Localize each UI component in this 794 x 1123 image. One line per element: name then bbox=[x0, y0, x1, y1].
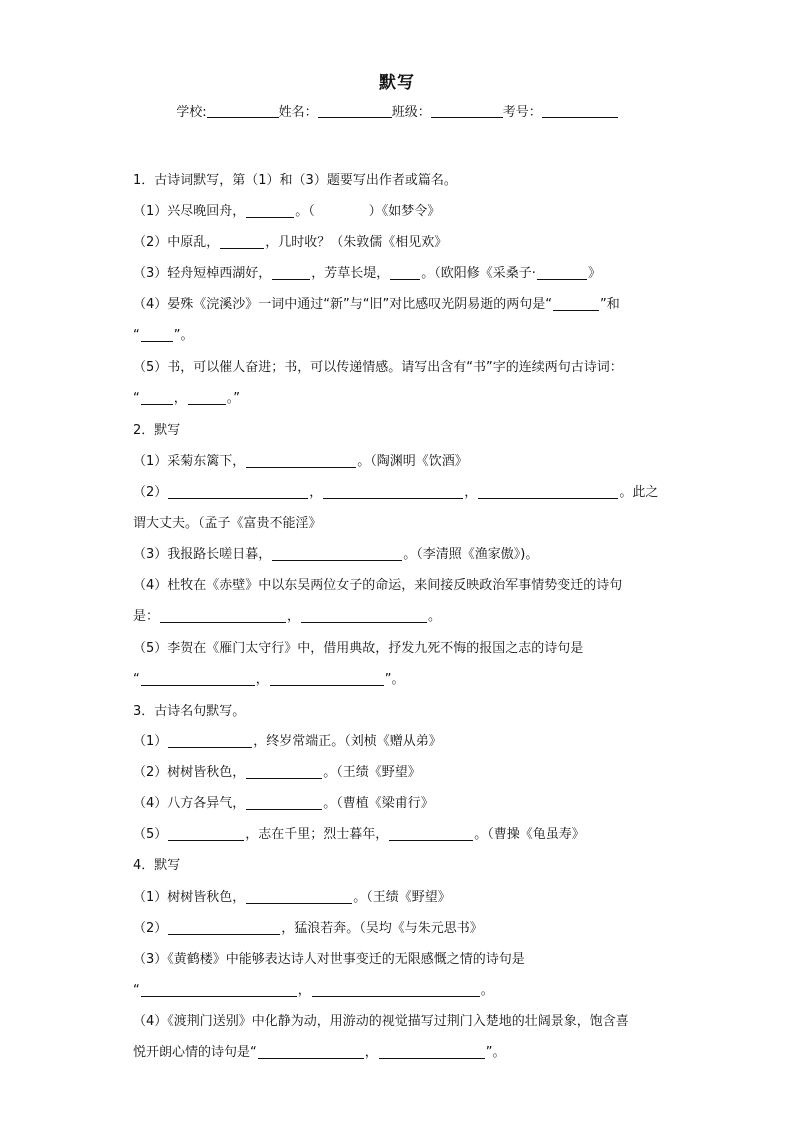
question-line-q3-2 bbox=[133, 764, 421, 782]
answer-blank[interactable] bbox=[323, 485, 463, 499]
answer-blank[interactable] bbox=[272, 547, 402, 561]
answer-blank[interactable] bbox=[390, 266, 420, 280]
answer-blank[interactable] bbox=[389, 827, 473, 841]
answer-blank[interactable] bbox=[168, 921, 280, 935]
question-text: （1）树树皆秋色， bbox=[133, 890, 246, 905]
question-text: ”。 bbox=[485, 1045, 506, 1060]
answer-blank[interactable] bbox=[246, 890, 352, 904]
question-line-q2-4a bbox=[133, 577, 622, 595]
question-text: ， bbox=[464, 485, 478, 500]
answer-blank[interactable] bbox=[301, 609, 427, 623]
question-text: （2） bbox=[133, 921, 168, 936]
question-line-q1-4a bbox=[133, 296, 620, 314]
answer-blank[interactable] bbox=[141, 391, 173, 405]
question-line-q4-4b bbox=[133, 1044, 506, 1062]
name-blank[interactable] bbox=[318, 105, 392, 118]
answer-blank[interactable] bbox=[258, 1045, 364, 1059]
page-title: 默写 bbox=[379, 73, 415, 93]
answer-blank[interactable] bbox=[246, 454, 356, 468]
question-text: （1）采菊东篱下， bbox=[133, 454, 246, 469]
question-line-q4-3b bbox=[133, 982, 494, 1000]
question-line-q1-4b bbox=[133, 327, 194, 345]
exam-number-label: 考号： bbox=[502, 105, 542, 120]
question-line-q2-2a bbox=[133, 484, 658, 502]
question-text: （4）《渡荆门送别》中化静为动，用游动的视觉描写过荆门入楚地的壮阔景象，饱含喜 bbox=[133, 1014, 629, 1029]
question-text: （1）兴尽晚回舟， bbox=[133, 204, 246, 219]
question-line-q4-4a bbox=[133, 1013, 629, 1031]
question-text: 。（李清照《渔家傲》)。 bbox=[403, 547, 539, 562]
question-text: （3）轻舟短棹西湖好， bbox=[133, 266, 272, 281]
answer-blank[interactable] bbox=[220, 235, 264, 249]
answer-blank[interactable] bbox=[168, 734, 252, 748]
answer-blank[interactable] bbox=[188, 391, 226, 405]
question-text: ，几时收？（朱敦儒《相见欢》 bbox=[265, 235, 448, 250]
question-line-q3-5 bbox=[133, 826, 585, 844]
name-label: 姓名： bbox=[278, 105, 318, 120]
answer-blank[interactable] bbox=[168, 485, 308, 499]
answer-blank[interactable] bbox=[537, 266, 587, 280]
question-text: “ bbox=[133, 391, 140, 406]
question-text: 。（ bbox=[295, 204, 315, 219]
answer-blank[interactable] bbox=[141, 983, 297, 997]
question-line-q3 bbox=[133, 703, 245, 721]
question-text: （2）树树皆秋色， bbox=[133, 765, 246, 780]
answer-blank[interactable] bbox=[379, 1045, 485, 1059]
question-text: ，终岁常端正。（刘桢《赠从弟》 bbox=[253, 734, 442, 749]
question-line-q2-5b bbox=[133, 671, 405, 689]
question-text: ， bbox=[297, 983, 311, 998]
question-text: 。（曹操《龟虽寿》 bbox=[474, 827, 585, 842]
question-line-q2 bbox=[133, 422, 180, 440]
question-text: （4）杜牧在《赤壁》中以东吴两位女子的命运，来间接反映政治军事情势变迁的诗句 bbox=[133, 578, 623, 593]
question-text: 。此之 bbox=[619, 485, 659, 500]
question-line-q4 bbox=[133, 857, 180, 875]
question-line-q2-4b bbox=[133, 608, 441, 626]
question-text: （4）八方各异气， bbox=[133, 796, 246, 811]
answer-blank[interactable] bbox=[141, 328, 173, 342]
answer-blank[interactable] bbox=[312, 983, 480, 997]
question-text: 。 bbox=[480, 983, 494, 998]
question-line-q3-4 bbox=[133, 795, 434, 813]
answer-blank[interactable] bbox=[168, 827, 244, 841]
question-text: “ bbox=[133, 328, 140, 343]
question-line-q2-5a bbox=[133, 640, 583, 658]
question-line-q2-1 bbox=[133, 453, 468, 471]
question-line-q4-2 bbox=[133, 920, 483, 938]
question-line-q2-2b bbox=[133, 515, 322, 533]
question-text: 》 bbox=[587, 266, 601, 281]
answer-blank[interactable] bbox=[270, 672, 384, 686]
question-text: （5）李贺在《雁门太守行》中，借用典故，抒发九死不悔的报国之志的诗句是 bbox=[133, 641, 584, 656]
question-text: 悦开朗心情的诗句是“ bbox=[133, 1045, 257, 1060]
question-line-q4-3a bbox=[133, 951, 525, 969]
question-line-q1-1 bbox=[133, 203, 440, 221]
question-text: （3）我报路长嗟日暮， bbox=[133, 547, 272, 562]
school-blank[interactable] bbox=[207, 105, 279, 118]
question-text: ， bbox=[173, 391, 187, 406]
answer-blank[interactable] bbox=[478, 485, 618, 499]
question-text: 。” bbox=[226, 391, 241, 406]
question-text: ， bbox=[364, 1045, 378, 1060]
answer-blank[interactable] bbox=[246, 204, 294, 218]
question-text: 。（王绩《野望》 bbox=[353, 890, 451, 905]
question-text: ，志在千里；烈士暮年， bbox=[245, 827, 389, 842]
question-text: （1） bbox=[133, 734, 168, 749]
class-blank[interactable] bbox=[431, 105, 503, 118]
question-line-q1-5b bbox=[133, 390, 240, 408]
answer-blank[interactable] bbox=[272, 266, 310, 280]
question-text: （2）中原乱， bbox=[133, 235, 220, 250]
question-text: 。（欧阳修《采桑子· bbox=[421, 266, 536, 281]
question-line-q1-2 bbox=[133, 234, 447, 252]
question-text: 3．古诗名句默写。 bbox=[133, 704, 246, 719]
answer-blank[interactable] bbox=[160, 609, 286, 623]
question-text: 4．默写 bbox=[133, 858, 181, 873]
question-line-q4-1 bbox=[133, 889, 451, 907]
question-text: 是： bbox=[133, 609, 160, 624]
question-text: ”和 bbox=[599, 297, 620, 312]
question-text: ”。 bbox=[173, 328, 194, 343]
school-label: 学校: bbox=[176, 105, 207, 120]
class-label: 班级： bbox=[391, 105, 431, 120]
question-text: （5）书，可以催人奋进；书，可以传递情感。请写出含有“书”字的连续两句古诗词： bbox=[133, 360, 623, 375]
question-text: 2．默写 bbox=[133, 423, 181, 438]
student-info-line bbox=[0, 101, 794, 120]
question-text: （5） bbox=[133, 827, 168, 842]
answer-blank[interactable] bbox=[246, 765, 322, 779]
question-text: ”。 bbox=[384, 672, 405, 687]
question-text: （3）《黄鹤楼》中能够表达诗人对世事变迁的无限感慨之情的诗句是 bbox=[133, 952, 525, 967]
answer-blank[interactable] bbox=[246, 796, 322, 810]
exam-number-blank[interactable] bbox=[542, 105, 618, 118]
question-line-q3-1 bbox=[133, 733, 442, 751]
question-text: ， bbox=[287, 609, 301, 624]
question-line-q1-3 bbox=[133, 265, 601, 283]
question-line-q1 bbox=[133, 172, 457, 190]
question-text: 。（陶渊明《饮酒》 bbox=[357, 454, 468, 469]
answer-blank[interactable] bbox=[141, 672, 255, 686]
question-text: “ bbox=[133, 672, 140, 687]
question-text: （2） bbox=[133, 485, 168, 500]
question-text: ）《如梦令》 bbox=[368, 204, 441, 219]
question-text: ，芳草长堤， bbox=[311, 266, 390, 281]
question-text: “ bbox=[133, 983, 140, 998]
question-text: 。 bbox=[428, 609, 442, 624]
question-text: 。（王绩《野望》 bbox=[323, 765, 421, 780]
question-text: 。（曹植《梁甫行》 bbox=[323, 796, 434, 811]
question-line-q2-3 bbox=[133, 546, 538, 564]
question-line-q1-5a bbox=[133, 359, 623, 377]
answer-blank[interactable] bbox=[553, 297, 599, 311]
question-text: （4）晏殊《浣溪沙》一词中通过“新”与“旧”对比感叹光阴易逝的两句是“ bbox=[133, 297, 552, 312]
question-text: ， bbox=[255, 672, 269, 687]
question-text: 谓大丈夫。（孟子《富贵不能淫》 bbox=[133, 516, 322, 531]
question-text: ，猛浪若奔。（吴均《与朱元思书》 bbox=[281, 921, 483, 936]
question-text: ， bbox=[309, 485, 323, 500]
question-text: 1．古诗词默写，第（1）和（3）题要写出作者或篇名。 bbox=[133, 173, 457, 188]
